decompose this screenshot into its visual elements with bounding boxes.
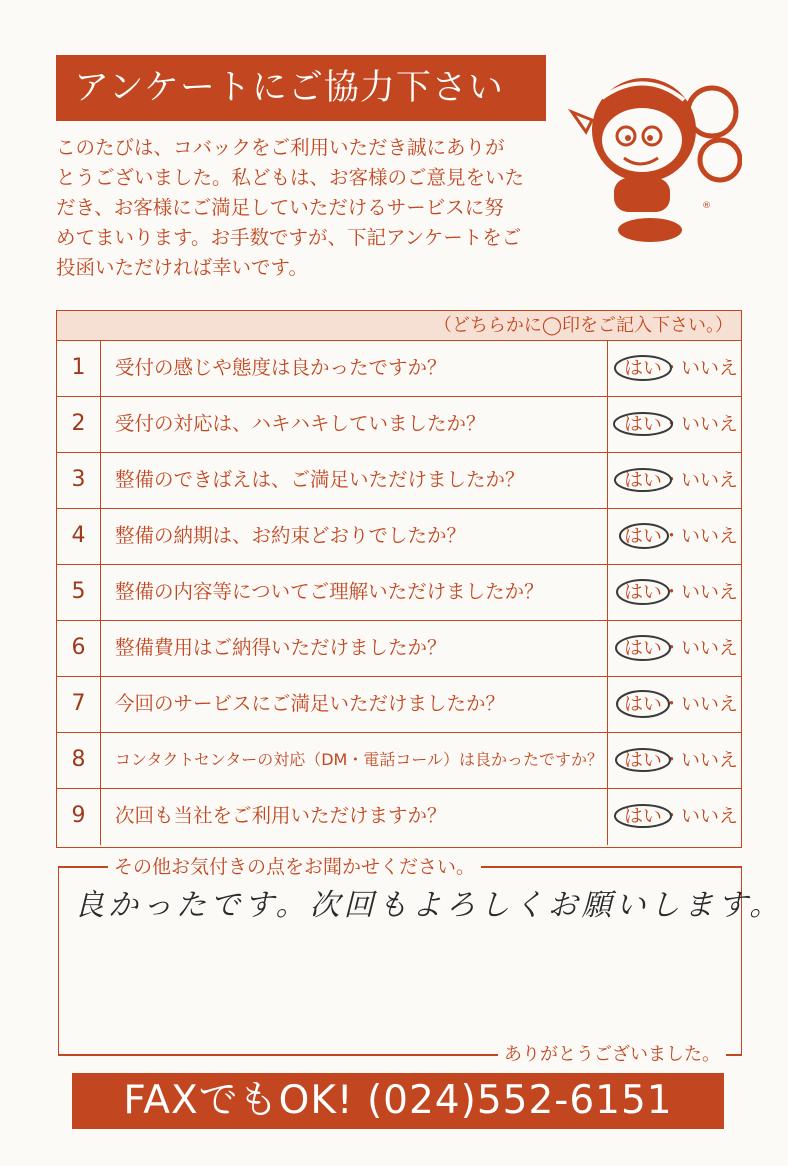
answer-choices[interactable] (607, 621, 741, 676)
answer-choices[interactable] (607, 509, 741, 564)
question-text: 今回のサービスにご満足いただけましたか？ (115, 692, 506, 715)
handwritten-comment: 良かったです。次回もよろしくお願いします。 (74, 888, 784, 923)
separator: ・ (662, 525, 682, 547)
answer-choices[interactable] (607, 565, 741, 620)
question-text: 受付の対応は、ハキハキしていましたか？ (115, 412, 486, 435)
separator: ・ (662, 749, 682, 771)
no-option[interactable]: いいえ (681, 749, 739, 771)
question-text: 整備の納期は、お約束どおりでしたか？ (115, 524, 467, 547)
answer-choices[interactable] (607, 453, 741, 508)
question-number: 2 (57, 397, 101, 452)
question-number: 3 (57, 453, 101, 508)
thanks-text: ありがとうございました。 (498, 1040, 726, 1066)
yes-option[interactable]: はい (624, 581, 663, 603)
question-number: 9 (57, 789, 101, 845)
yes-option[interactable]: はい (624, 413, 663, 435)
question-text: 整備の内容等についてご理解いただけましたか？ (115, 580, 544, 603)
question-number: 1 (57, 341, 101, 396)
no-option[interactable]: いいえ (681, 469, 739, 491)
question-number: 5 (57, 565, 101, 620)
answer-choices[interactable] (607, 789, 741, 845)
answer-choices[interactable] (607, 397, 741, 452)
intro-line: だき、お客様にご満足していただけるサービスに努 (56, 196, 504, 219)
mascot-logo (552, 60, 742, 250)
intro-line: 投函いただければ幸いです。 (56, 256, 308, 279)
svg-text:®: ® (702, 201, 711, 211)
separator: ・ (662, 413, 682, 435)
yes-option[interactable]: はい (624, 525, 663, 547)
question-row (57, 397, 741, 453)
no-option[interactable]: いいえ (681, 525, 739, 547)
intro-line: とうございました。私どもは、お客様のご意見をいた (56, 166, 525, 189)
intro-text (56, 133, 556, 283)
separator: ・ (662, 805, 682, 827)
yes-option[interactable]: はい (624, 357, 663, 379)
question-text: コンタクトセンターの対応（DM・電話コール）は良かったですか？ (115, 750, 604, 769)
answer-choices[interactable] (607, 677, 741, 732)
separator: ・ (662, 581, 682, 603)
question-number: 8 (57, 733, 101, 788)
no-option[interactable]: いいえ (681, 357, 739, 379)
separator: ・ (662, 469, 682, 491)
question-row (57, 733, 741, 789)
no-option[interactable]: いいえ (681, 693, 739, 715)
yes-option[interactable]: はい (624, 749, 663, 771)
no-option[interactable]: いいえ (681, 637, 739, 659)
separator: ・ (662, 637, 682, 659)
answer-choices[interactable] (607, 341, 741, 396)
survey-table (56, 310, 742, 848)
yes-option[interactable]: はい (624, 637, 663, 659)
question-row (57, 453, 741, 509)
question-text: 整備のできばえは、ご満足いただけましたか？ (115, 468, 525, 491)
comments-label: その他お気付きの点をお聞かせください。 (108, 852, 481, 879)
intro-line: めてまいります。お手数ですが、下記アンケートをご (56, 226, 522, 249)
yes-option[interactable]: はい (624, 469, 663, 491)
intro-line: このたびは、コバックをご利用いただき誠にありが (56, 136, 505, 159)
question-number: 6 (57, 621, 101, 676)
yes-option[interactable]: はい (624, 693, 663, 715)
question-text: 次回も当社をご利用いただけますか？ (115, 804, 447, 827)
question-row (57, 789, 741, 845)
separator: ・ (662, 693, 682, 715)
survey-title: アンケートにご協力下さい (56, 55, 546, 121)
no-option[interactable]: いいえ (681, 581, 739, 603)
separator: ・ (662, 357, 682, 379)
question-row (57, 341, 741, 397)
question-number: 7 (57, 677, 101, 732)
fax-number-banner: FAXでもOK! (024)552-6151 (72, 1073, 724, 1129)
question-row (57, 677, 741, 733)
question-text: 受付の感じや態度は良かったですか？ (115, 356, 447, 379)
answer-choices[interactable] (607, 733, 741, 788)
question-row (57, 509, 741, 565)
question-text: 整備費用はご納得いただけましたか？ (115, 636, 447, 659)
survey-instruction: （どちらかに◯印をご記入下さい。） (57, 311, 741, 341)
no-option[interactable]: いいえ (681, 805, 739, 827)
yes-option[interactable]: はい (624, 805, 663, 827)
no-option[interactable]: いいえ (681, 413, 739, 435)
question-row (57, 565, 741, 621)
question-number: 4 (57, 509, 101, 564)
question-row (57, 621, 741, 677)
